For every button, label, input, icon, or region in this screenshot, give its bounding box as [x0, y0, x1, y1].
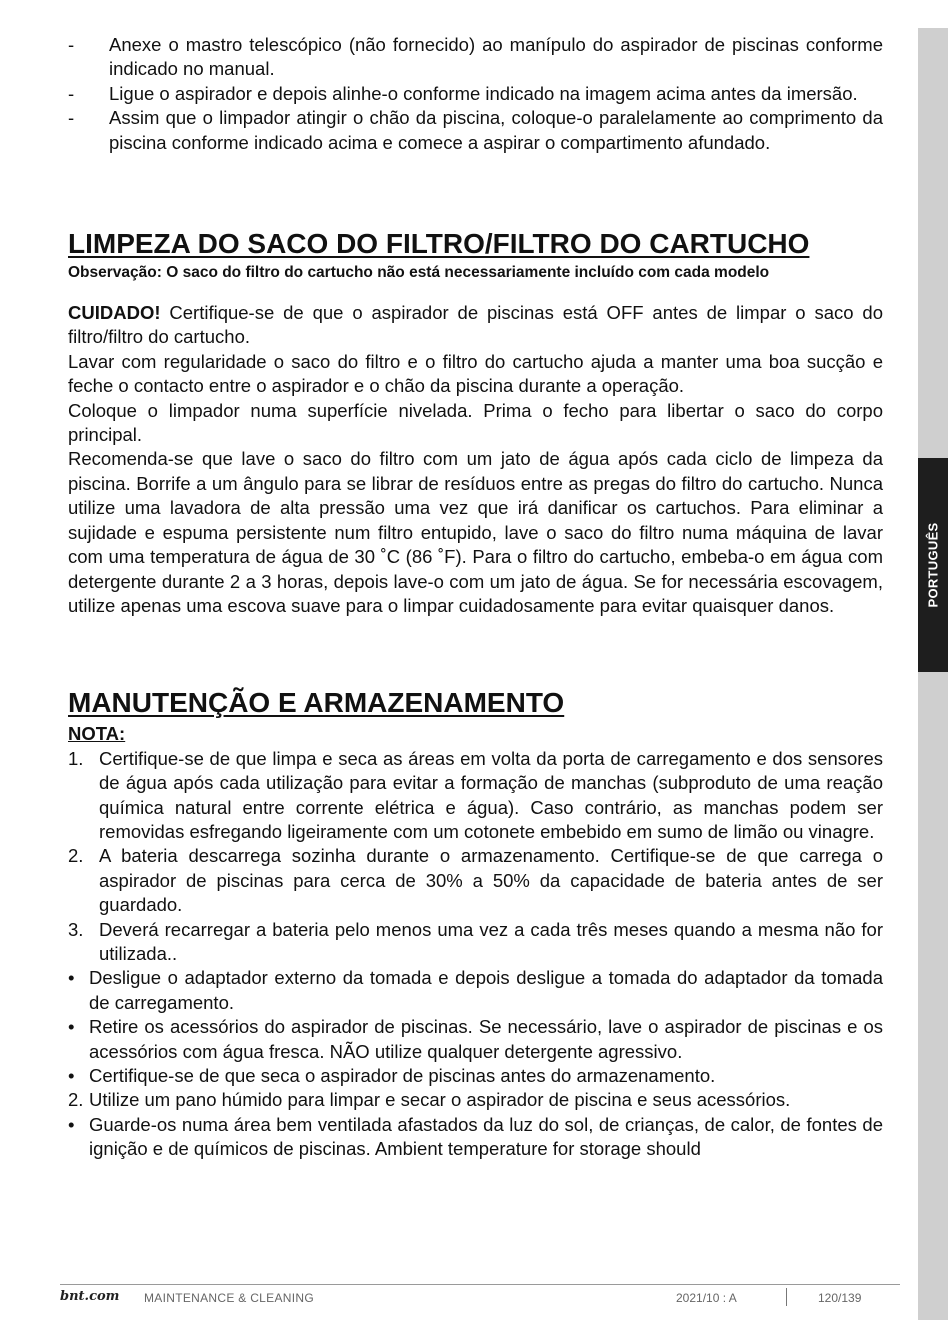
list-item: • Retire os acessórios do aspirador de piscinas. Se necessário, lave o aspirador de piscinas e os acessórios com água fresca. NÃO utilize qualquer detergente agressivo. — [68, 1015, 883, 1064]
list-item: 2. A bateria descarrega sozinha durante o armazenamento. Certifique-se de que carrega o aspirador de piscinas para cerca de 30% a 50% da capacidade de bateria antes de ser guardado. — [68, 844, 883, 917]
footer-date: 2021/10 : A — [676, 1291, 737, 1305]
list-item-text: Retire os acessórios do aspirador de piscinas. Se necessário, lave o aspirador de piscinas e os acessórios com água fresca. NÃO utilize qualquer detergente agressivo. — [89, 1016, 883, 1062]
side-strip — [918, 28, 948, 1320]
paragraph: Recomenda-se que lave o saco do filtro com um jato de água após cada ciclo de limpeza da piscina. Borrife a um ângulo para se librar de resíduos entre as pregas do filtro do cartucho. Nunca utilize uma lavadora de alta pressão uma vez que irá danificar os cartuchos. Para eliminar a sujidade e espuma persistente num filtro entupido, lave o saco do filtro numa máquina de lavar com uma temperatura de água de 30 ˚C (86 ˚F). Para o filtro do cartucho, embeba-o em água com detergente durante 2 a 3 horas, depois lave-o com um jato de água. Se for necessária escovagem, utilize apenas uma escova suave para o limpar cuidadosamente para evitar quaisquer danos. — [68, 448, 883, 616]
list-item: • Guarde-os numa área bem ventilada afastados da luz do sol, de crianças, de calor, de fontes de ignição e de químicos de piscinas. Ambient temperature for storage should — [68, 1113, 883, 1162]
caution-text: Certifique-se de que o aspirador de piscinas está OFF antes de limpar o saco do filtro/filtro do cartucho. — [68, 302, 883, 348]
bullet-list — [68, 966, 883, 1161]
page-number: 120/139 — [818, 1291, 862, 1305]
list-item-text: Utilize um pano húmido para limpar e secar o aspirador de piscina e seus acessórios. — [89, 1089, 791, 1111]
list-item: 1. Certifique-se de que limpa e seca as áreas em volta da porta de carregamento e dos sensores de água após cada utilização para evitar a formação de manchas (subproduto de uma reação química natural entre corrente elétrica e água). Caso contrário, as manchas podem ser removidas esfregando ligeiramente com um cotonete embebido em sumo de limão ou vinagre. — [68, 747, 883, 845]
footer-divider — [786, 1288, 787, 1306]
list-item-text: Assim que o limpador atingir o chão da piscina, coloque-o paralelamente ao comprimento da piscina conforme indicado acima e comece a aspirar o compartimento afundado. — [109, 107, 883, 153]
nota-label: NOTA: — [68, 723, 126, 745]
list-item-text: Certifique-se de que seca o aspirador de piscinas antes do armazenamento. — [89, 1065, 716, 1086]
list-item-text: A bateria descarrega sozinha durante o armazenamento. Certifique-se de que carrega o aspirador de piscinas para cerca de 30% a 50% da capacidade de bateria antes de ser guardado. — [99, 845, 883, 916]
language-tab — [918, 458, 948, 672]
page-content — [68, 33, 883, 1162]
list-item-text: Guarde-os numa área bem ventilada afastados da luz do sol, de crianças, de calor, de fontes de ignição e de químicos de piscinas. Ambient temperature for storage should — [89, 1113, 883, 1160]
paragraph: Coloque o limpador numa superfície nivelada. Prima o fecho para libertar o saco do corpo principal. — [68, 399, 883, 446]
list-item-text: Certifique-se de que limpa e seca as áreas em volta da porta de carregamento e dos sensores de água após cada utilização para evitar a formação de manchas (subproduto de uma reação química natural entre corrente elétrica e água). Caso contrário, as manchas podem ser removidas esfregando ligeiramente com um cotonete embebido em sumo de limão ou vinagre. — [99, 747, 883, 842]
filter-note: Observação: O saco do filtro do cartucho não está necessariamente incluído com cada modelo — [68, 264, 770, 282]
list-item: 3. Deverá recarregar a bateria pelo menos uma vez a cada três meses quando a mesma não for utilizada.. — [68, 918, 883, 967]
list-item-text: Desligue o adaptador externo da tomada e depois desligue a tomada do adaptador da tomada de carregamento. — [89, 967, 883, 1013]
language-tab-label: PORTUGUÊS — [925, 522, 941, 608]
section-heading-maintenance: MANUTENÇÃO E ARMAZENAMENTO — [68, 687, 565, 719]
list-item: • Desligue o adaptador externo da tomada e depois desligue a tomada do adaptador da tomada de carregamento. — [68, 966, 883, 1015]
brand-logo: bnt.com — [60, 1289, 120, 1304]
list-item: - Assim que o limpador atingir o chão da piscina, coloque-o paralelamente ao comprimento da piscina conforme indicado acima e comece a aspirar o compartimento afundado. — [68, 106, 883, 155]
list-item-text: Ligue o aspirador e depois alinhe-o conforme indicado na imagem acima antes da imersão. — [109, 82, 858, 104]
page-footer — [60, 1284, 900, 1311]
section-heading-filter: LIMPEZA DO SACO DO FILTRO/FILTRO DO CARTUCHO — [68, 228, 810, 260]
list-item: 2. Utilize um pano húmido para limpar e secar o aspirador de piscina e seus acessórios. — [68, 1088, 883, 1112]
paragraph: Lavar com regularidade o saco do filtro e o filtro do cartucho ajuda a manter uma boa sucção e feche o contacto entre o aspirador e o chão da piscina durante a operação. — [68, 350, 883, 397]
caution-label: CUIDADO! — [68, 302, 161, 324]
numbered-list — [68, 747, 883, 967]
footer-section-title: MAINTENANCE & CLEANING — [144, 1291, 314, 1305]
caution-paragraph — [68, 301, 883, 350]
list-item-text: Anexe o mastro telescópico (não fornecido) ao manípulo do aspirador de piscinas conforme indicado no manual. — [109, 34, 883, 80]
list-item-text: Deverá recarregar a bateria pelo menos uma vez a cada três meses quando a mesma não for utilizada.. — [99, 918, 883, 964]
list-item: - Anexe o mastro telescópico (não fornecido) ao manípulo do aspirador de piscinas conforme indicado no manual. — [68, 33, 883, 82]
intro-list — [68, 33, 883, 155]
list-item: - Ligue o aspirador e depois alinhe-o conforme indicado na imagem acima antes da imersão. — [68, 82, 883, 106]
list-item: • Certifique-se de que seca o aspirador de piscinas antes do armazenamento. — [68, 1064, 883, 1088]
